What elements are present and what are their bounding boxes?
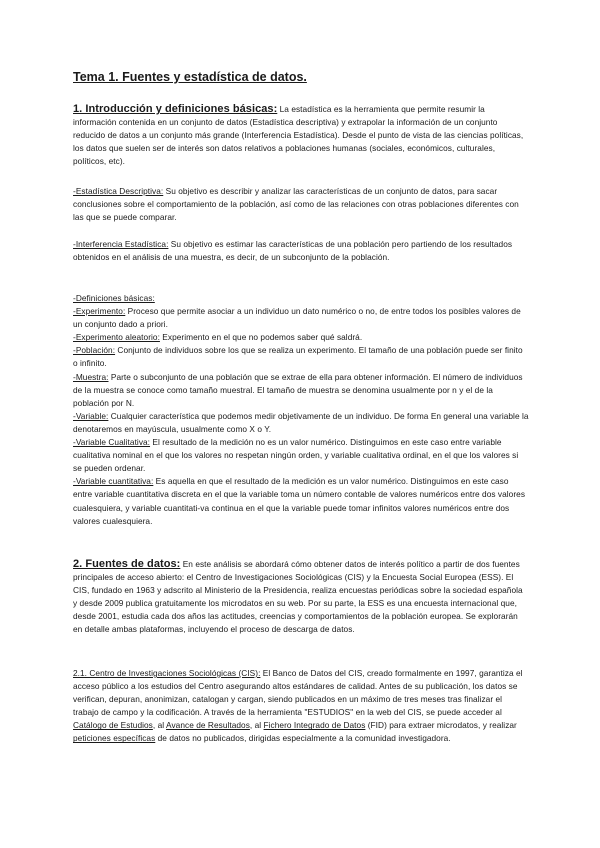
definition-label: -Experimento: xyxy=(73,306,126,317)
list-item xyxy=(73,436,529,475)
intro-heading: 1. Introducción y definiciones básicas: xyxy=(73,103,278,115)
list-item xyxy=(73,331,529,344)
cis-text-5: de datos no publicados, dirigidas especialmente a la comunidad investigadora. xyxy=(155,733,451,744)
definition-text: Es aquella en que el resultado de la medición es un valor numérico. Distinguimos en este caso entre variable cuantitativa discreta en el que la variable toma un número contable de valores numéricos entre dos valores cualesquiera, y variable cuantitati-va continua en el que la variable puede tomar infinitos valores numéricos entre dos valores cualesquiera. xyxy=(73,476,526,526)
cis-paragraph xyxy=(73,667,529,746)
inferencia-label: -Interferencia Estadística: xyxy=(73,239,169,249)
descriptiva-label: -Estadística Descriptiva: xyxy=(73,186,164,196)
peticiones-especificas-link[interactable]: peticiones específicas xyxy=(73,733,156,744)
intro-paragraph xyxy=(73,103,529,168)
list-item xyxy=(73,410,529,436)
definition-text: Parte o subconjunto de una población que se extrae de ella para obtener información. El número de individuos de la muestra se conoce como tamaño muestral. El tamaño de muestra se denomina usualmente por n y el de la población por N. xyxy=(73,371,523,408)
list-item xyxy=(73,371,529,410)
fuentes-text: En este análisis se abordará cómo obtener datos de interés político a partir de dos fuentes principales de acceso abierto: el Centro de Investigaciones Sociológicas (CIS) y la Encuesta Social Europea (ESS). El CIS, fundado en 1963 y adscrito al Ministerio de la Presidencia, realiza encuestas periódicas sobre la sociedad española y desde 2009 publica gratuitamente los microdatos en su web. Por su parte, la ESS es una encuesta internacional que, desde 2001, estudia cada dos años las actitudes, creencias y comportamientos de la población europea. Se explorarán en detalle ambas plataformas, incluyendo el proceso de descarga de datos. xyxy=(73,559,523,635)
catalogo-estudios-link[interactable]: Catálogo de Estudios xyxy=(73,720,153,731)
descriptiva-text: Su objetivo es describir y analizar las características de un conjunto de datos, para sacar conclusiones sobre el comportamiento de la población, así como de las relaciones con otras poblaciones diferentes con las que se puede comparar. xyxy=(73,186,519,223)
definition-text: El resultado de la medición no es un valor numérico. Distinguimos en este caso entre variable cualitativa nominal en el que los valores no respetan ningún orden, y variable cualitativa ordinal, en el que los valores si se pueden ordenar. xyxy=(73,437,519,474)
list-item xyxy=(73,344,529,370)
definition-label: -Variable cuantitativa: xyxy=(73,476,154,487)
definition-label: -Muestra: xyxy=(73,371,109,382)
list-item xyxy=(73,305,529,331)
definiciones-heading: -Definiciones básicas: xyxy=(73,293,155,303)
definiciones-section xyxy=(73,292,529,528)
definition-label: -Variable: xyxy=(73,410,109,421)
definition-text: Proceso que permite asociar a un individuo un dato numérico o no, de entre todos los posibles valores de un conjunto dado a priori. xyxy=(73,306,521,330)
cis-text-3: , al xyxy=(249,720,264,731)
list-item xyxy=(73,475,529,527)
inferencia-text: Su objetivo es estimar las características de una población pero partiendo de los resultados obtenidos en el análisis de una muestra, es decir, de un subconjunto de la población. xyxy=(73,239,513,263)
definition-label: -Experimento aleatorio: xyxy=(73,332,160,343)
definition-label: -Población: xyxy=(73,345,116,356)
definition-label: -Variable Cualitativa: xyxy=(73,437,151,448)
inferencia-paragraph xyxy=(73,238,529,264)
cis-text-4: (FID) para extraer microdatos, y realizar xyxy=(365,720,517,731)
intro-text: La estadística es la herramienta que permite resumir la información contenida en un conjunto de datos (Estadística descriptiva) y extrapolar la información de un conjunto reducido de datos a un conjunto más grande (Interferencia Estadística). Desde el punto de vista de las ciencias políticas, los datos que suelen ser de interés son datos relativos a poblaciones humanas (sociales, económicos, culturales, políticos, etc). xyxy=(73,104,524,167)
descriptiva-paragraph xyxy=(73,185,529,224)
cis-text-1: El Banco de Datos del CIS, creado formalmente en 1997, garantiza el acceso público a los estudios del Centro asegurando altos estándares de calidad. Antes de su publicación, los datos se verifican, depuran, anonimizan, catalogan y cargan, siendo publicados en un máximo de tres meses tras finalizar el trabajo de campo y la codificación. A través de la herramienta "ESTUDIOS" en la web del CIS, se puede acceder al xyxy=(73,668,523,718)
fuentes-paragraph xyxy=(73,558,529,637)
fichero-integrado-link[interactable]: Fichero Integrado de Datos xyxy=(263,720,366,731)
definition-text: Experimento en el que no podemos saber qué saldrá. xyxy=(159,332,363,343)
fuentes-heading: 2. Fuentes de datos: xyxy=(73,558,181,570)
avance-resultados-link[interactable]: Avance de Resultados xyxy=(166,720,250,731)
cis-heading: 2.1. Centro de Investigaciones Sociológicas (CIS): xyxy=(73,668,261,678)
definition-text: Conjunto de individuos sobre los que se realiza un experimento. El tamaño de una población puede ser finito o infinito. xyxy=(73,345,523,369)
page-title: Tema 1. Fuentes y estadística de datos. xyxy=(73,70,307,84)
cis-text-2: , al xyxy=(152,720,167,731)
definition-text: Cualquier característica que podemos medir objetivamente de un individuo. De forma En general una variable la denotaremos en mayúscula, usualmente como X o Y. xyxy=(73,410,529,434)
